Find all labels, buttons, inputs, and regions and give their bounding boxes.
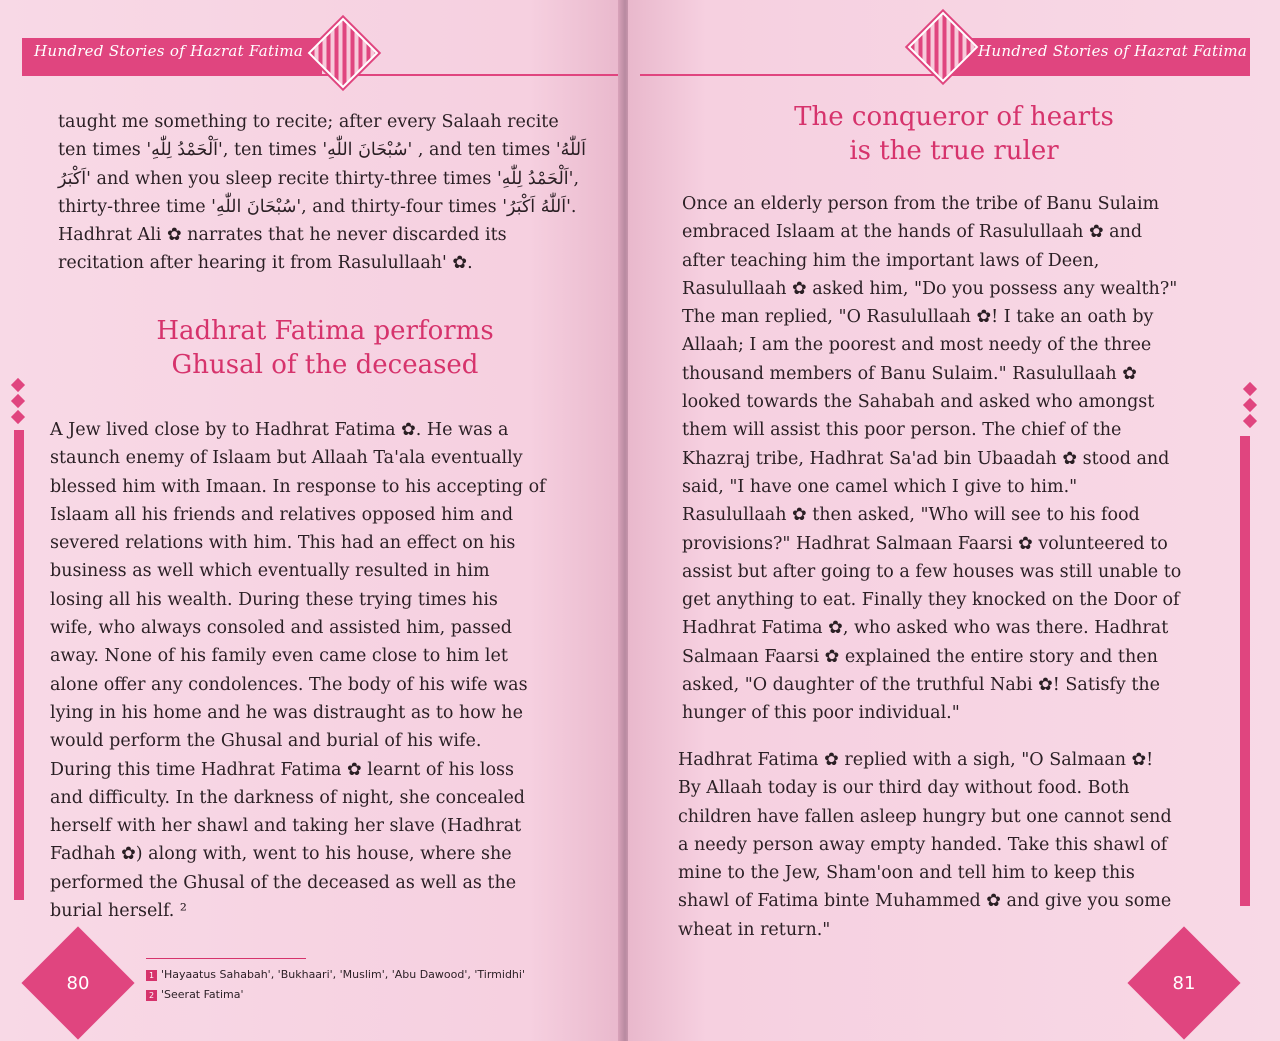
left-side-dot (11, 394, 25, 408)
footnote-1 (146, 968, 525, 981)
text-line: burial herself. ² (50, 901, 187, 922)
text-line: taught me something to recite; after every Salaah recite (58, 112, 559, 132)
left-page (0, 0, 622, 1041)
text-line: staunch enemy of Islaam but Allaah Ta'ala eventually (50, 448, 523, 469)
left-intro-paragraph (58, 108, 596, 278)
right-page (628, 0, 1280, 1041)
page-number: 81 (1172, 972, 1196, 994)
text-line: A Jew lived close by to Hadhrat Fatima ✿. He was a (50, 420, 509, 440)
text-line: اَكْبَرُ' and when you sleep recite thirty-three times 'اَلْحَمْدُ لِلّٰهِ', (58, 168, 580, 189)
text-line: after teaching him the important laws of Deen, (682, 250, 1100, 271)
text-line: Hadhrat Ali ✿ narrates that he never discarded its (58, 225, 507, 246)
text-line: Once an elderly person from the tribe of Banu Sulaim (682, 194, 1160, 214)
right-side-dot (1243, 414, 1257, 428)
text-line: Rasulullaah ✿ asked him, "Do you possess any wealth?" (682, 278, 1178, 299)
text-line: Hadhrat Fatima ✿ replied with a sigh, "O Salmaan ✿! (678, 750, 1154, 770)
left-ornament-diamond (308, 18, 379, 89)
text-line: severed relations with him. This had an effect on his (50, 533, 516, 554)
text-line: wheat in return." (678, 919, 831, 940)
footnote-number: 1 (146, 970, 157, 981)
text-line: thousand members of Banu Sulaim." Rasulullaah ✿ (682, 363, 1137, 384)
right-story-paragraph-1 (682, 190, 1220, 728)
text-line: Rasulullaah ✿ then asked, "Who will see to his food (682, 505, 1140, 526)
left-side-dot (11, 378, 25, 392)
text-line: provisions?" Hadhrat Salmaan Faarsi ✿ volunteered to (682, 533, 1168, 554)
text-line: performed the Ghusal of the deceased as well as the (50, 872, 517, 893)
footnote-2 (146, 988, 244, 1001)
text-line: would perform the Ghusal and burial of his wife. (50, 731, 482, 752)
left-running-header: Hundred Stories of Hazrat Fatima (34, 42, 304, 60)
footnote-rule (146, 958, 306, 959)
text-line: Salmaan Faarsi ✿ explained the entire story and then (682, 646, 1158, 667)
text-line: embraced Islaam at the hands of Rasulullaah ✿ and (682, 222, 1143, 243)
text-line: alone offer any condolences. The body of his wife was (50, 674, 528, 695)
text-line: assist but after going to a few houses was still unable to (682, 561, 1182, 582)
footnote-text: 'Hayaatus Sahabah', 'Bukhaari', 'Muslim', 'Abu Dawood', 'Tirmidhi' (161, 968, 525, 981)
text-line: lying in his home and he was distraught as to how he (50, 702, 523, 723)
left-story-paragraph (50, 416, 592, 925)
text-line: children have fallen asleep hungry but one cannot send (678, 806, 1172, 827)
footnote-number: 2 (146, 990, 157, 1001)
left-section-heading (60, 314, 590, 382)
text-line: losing all his wealth. During these trying times his (50, 589, 498, 610)
text-line: asked, "O daughter of the truthful Nabi ✿! Satisfy the (682, 675, 1161, 696)
text-line: said, "I have one camel which I give to him." (682, 476, 1078, 497)
heading-line: Ghusal of the deceased (171, 350, 479, 380)
text-line: wife, who always consoled and assisted him, passed (50, 618, 512, 639)
left-page-number-badge (21, 926, 134, 1039)
right-side-bar (1240, 436, 1250, 906)
text-line: looked towards the Sahabah and asked who amongst (682, 392, 1155, 413)
text-line: The man replied, "O Rasulullaah ✿! I take an oath by (682, 307, 1154, 328)
right-side-dot (1243, 398, 1257, 412)
right-story-paragraph-2 (678, 746, 1220, 944)
page-number: 80 (66, 972, 90, 994)
right-side-dot (1243, 382, 1257, 396)
text-line: recitation after hearing it from Rasulullaah' ✿. (58, 253, 473, 274)
heading-line: Hadhrat Fatima performs (156, 316, 494, 346)
text-line: shawl of Fatima binte Muhammed ✿ and give you some (678, 891, 1172, 912)
heading-line: The conqueror of hearts (794, 102, 1114, 132)
text-line: them will assist this poor person. The chief of the (682, 420, 1122, 441)
left-header-rule (22, 74, 622, 76)
heading-line: is the true ruler (849, 136, 1059, 166)
text-line: By Allaah today is our third day without food. Both (678, 778, 1130, 799)
text-line: blessed him with Imaan. In response to his accepting of (50, 476, 546, 497)
text-line: Khazraj tribe, Hadhrat Sa'ad bin Ubaadah ✿ stood and (682, 448, 1170, 469)
text-line: Hadhrat Fatima ✿, who asked who was there. Hadhrat (682, 618, 1169, 639)
text-line: mine to the Jew, Sham'oon and tell him to keep this (678, 863, 1135, 884)
text-line: get anything to eat. Finally they knocked on the Door of (682, 590, 1180, 611)
text-line: ten times 'اَلْحَمْدُ لِلّٰهِ', ten times 'سُبْحَانَ اللّٰهِ' , and ten times 'اَللّٰهُ (58, 140, 586, 161)
text-line: business as well which eventually resulted in him (50, 561, 490, 582)
text-line: herself with her shawl and taking her slave (Hadhrat (50, 816, 522, 837)
text-line: and difficulty. In the darkness of night, she concealed (50, 787, 526, 808)
left-side-bar (14, 430, 24, 900)
right-running-header: Hundred Stories of Hazrat Fatima (978, 42, 1248, 60)
right-section-heading (680, 100, 1228, 168)
text-line: Fadhah ✿) along with, went to his house, where she (50, 844, 512, 865)
text-line: hunger of this poor individual." (682, 703, 960, 724)
text-line: thirty-three time 'سُبْحَانَ اللّٰهِ', and thirty-four times 'اَللّٰهُ اَكْبَرُ'. (58, 196, 577, 217)
text-line: Allaah; I am the poorest and most needy of the three (682, 335, 1152, 356)
left-side-dot (11, 410, 25, 424)
text-line: a needy person away empty handed. Take this shawl of (678, 834, 1168, 855)
text-line: Islaam all his friends and relatives opposed him and (50, 504, 514, 525)
right-page-number-badge (1127, 926, 1240, 1039)
text-line: During this time Hadhrat Fatima ✿ learnt of his loss (50, 759, 514, 780)
footnote-text: 'Seerat Fatima' (161, 988, 244, 1001)
text-line: away. None of his family even came close to him let (50, 646, 508, 667)
